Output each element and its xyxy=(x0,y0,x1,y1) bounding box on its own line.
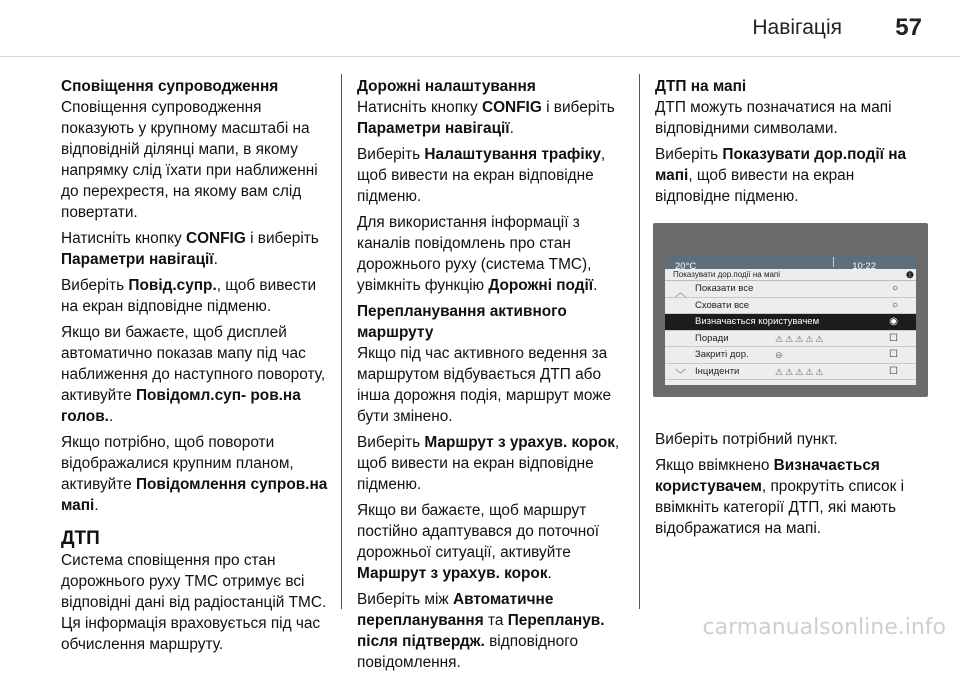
paragraph: Виберіть потрібний пункт. xyxy=(655,431,838,448)
temperature: 20°C xyxy=(675,261,697,272)
radio-icon: ○ xyxy=(891,283,898,294)
scroll-up-icon[interactable]: ︿ xyxy=(675,287,686,299)
page-number: 57 xyxy=(895,14,922,41)
page-title: Навігація xyxy=(752,16,842,39)
traffic-symbols-icon: ⚠⚠⚠⚠⚠ xyxy=(775,333,826,344)
checkbox-icon: ☐ xyxy=(889,332,898,344)
section-heading: Дорожні налаштування xyxy=(357,78,536,95)
paragraph: Сповіщення супроводження показують у крупному масштабі на відповідній ділянці мапи, в якому напрямку слід їхати при наближенні до перехрестя, на якому вам слід повертати. xyxy=(61,99,318,221)
section-heading: Перепланування активного маршруту xyxy=(357,303,567,341)
header-divider xyxy=(0,56,960,57)
section-heading: ДТП xyxy=(61,528,100,549)
paragraph: Якщо потрібно, щоб повороти відображалися крупним планом, активуйте Повідомлення супров.на мапі. xyxy=(61,434,328,514)
status-bar xyxy=(665,255,916,272)
column-divider xyxy=(639,74,640,609)
checkbox-icon: ☐ xyxy=(889,349,898,360)
scroll-down-icon[interactable]: ﹀ xyxy=(675,369,686,381)
paragraph: Виберіть Маршрут з урахув. корок, щоб вивести на екран відповідне підменю. xyxy=(357,434,620,493)
section-heading: ДТП на мапі xyxy=(655,78,747,95)
menu-item[interactable]: Закриті дор. ⊖ ☐ xyxy=(665,347,916,364)
traffic-symbols-icon: ⚠⚠⚠⚠⚠ xyxy=(775,366,826,377)
paragraph: Якщо ви бажаєте, щоб дисплей автоматично показав мапу під час наближення до наступного повороту, активуйте Повідомл.суп- ров.на голов.. xyxy=(61,324,326,425)
display-screen xyxy=(665,255,916,385)
paragraph: Система сповіщення про стан дорожнього руху TMC отримує всі відповідні дані від радіостанцій TMC. Ця інформація враховується під час обчислення маршруту. xyxy=(61,552,327,653)
alert-icon: ❶ xyxy=(905,270,914,280)
column-right xyxy=(655,76,927,544)
radio-selected-icon: ◉ xyxy=(889,316,898,327)
paragraph: Виберіть Показувати дор.події на мапі, щоб вивести на екран відповідне підменю. xyxy=(655,146,907,205)
paragraph: Виберіть між Автоматичне перепланування та Перепланув. після підтвердж. відповідного повідомлення. xyxy=(357,591,605,671)
menu-item[interactable]: Сховати все ○ xyxy=(665,298,916,315)
page-header xyxy=(0,0,960,48)
display-screenshot xyxy=(653,223,928,397)
menu-title: Показувати дор.події на мапі ❶ xyxy=(665,269,916,281)
column-middle xyxy=(357,76,629,678)
paragraph: Якщо ви бажаєте, щоб маршрут постійно адаптувався до поточної дорожньої ситуації, активуйте Маршрут з урахув. корок. xyxy=(357,502,600,582)
watermark: carmanualsonline.info xyxy=(702,615,946,640)
paragraph: Виберіть Повід.супр., щоб вивести на екран відповідне підменю. xyxy=(61,277,317,315)
menu-item[interactable]: Показати все ○ xyxy=(665,281,916,298)
paragraph: Натисніть кнопку CONFIG і виберіть Параметри навігації. xyxy=(61,230,319,268)
paragraph: Виберіть Налаштування трафіку, щоб вивести на екран відповідне підменю. xyxy=(357,146,606,205)
menu-item[interactable]: Поради ⚠⚠⚠⚠⚠ ☐ xyxy=(665,331,916,348)
paragraph: Якщо під час активного ведення за маршрутом відбувається ДТП або інша дорожня подія, маршрут може бути змінено. xyxy=(357,345,612,425)
clock: 10:22 xyxy=(852,261,876,272)
paragraph: Для використання інформації з каналів повідомлень про стан дорожнього руху (система TMC), увімкніть функцію Дорожні події. xyxy=(357,214,598,294)
column-divider xyxy=(341,74,342,609)
paragraph: ДТП можуть позначатися на мапі відповідними символами. xyxy=(655,99,892,137)
traffic-symbols-icon: ⊖ xyxy=(775,350,785,360)
paragraph: Натисніть кнопку CONFIG і виберіть Параметри навігації. xyxy=(357,99,615,137)
radio-icon: ○ xyxy=(891,299,898,311)
section-heading: Сповіщення супроводження xyxy=(61,78,279,95)
paragraph: Якщо ввімкнено Визначається користувачем, прокрутіть список і ввімкніть категорії ДТП, які мають відображатися на мапі. xyxy=(655,457,905,537)
menu-item[interactable]: Інциденти ⚠⚠⚠⚠⚠ ☐ xyxy=(665,364,916,381)
column-left xyxy=(61,76,333,660)
menu-item-selected[interactable]: Визначається користувачем ◉ xyxy=(665,314,916,331)
checkbox-icon: ☐ xyxy=(889,365,898,377)
